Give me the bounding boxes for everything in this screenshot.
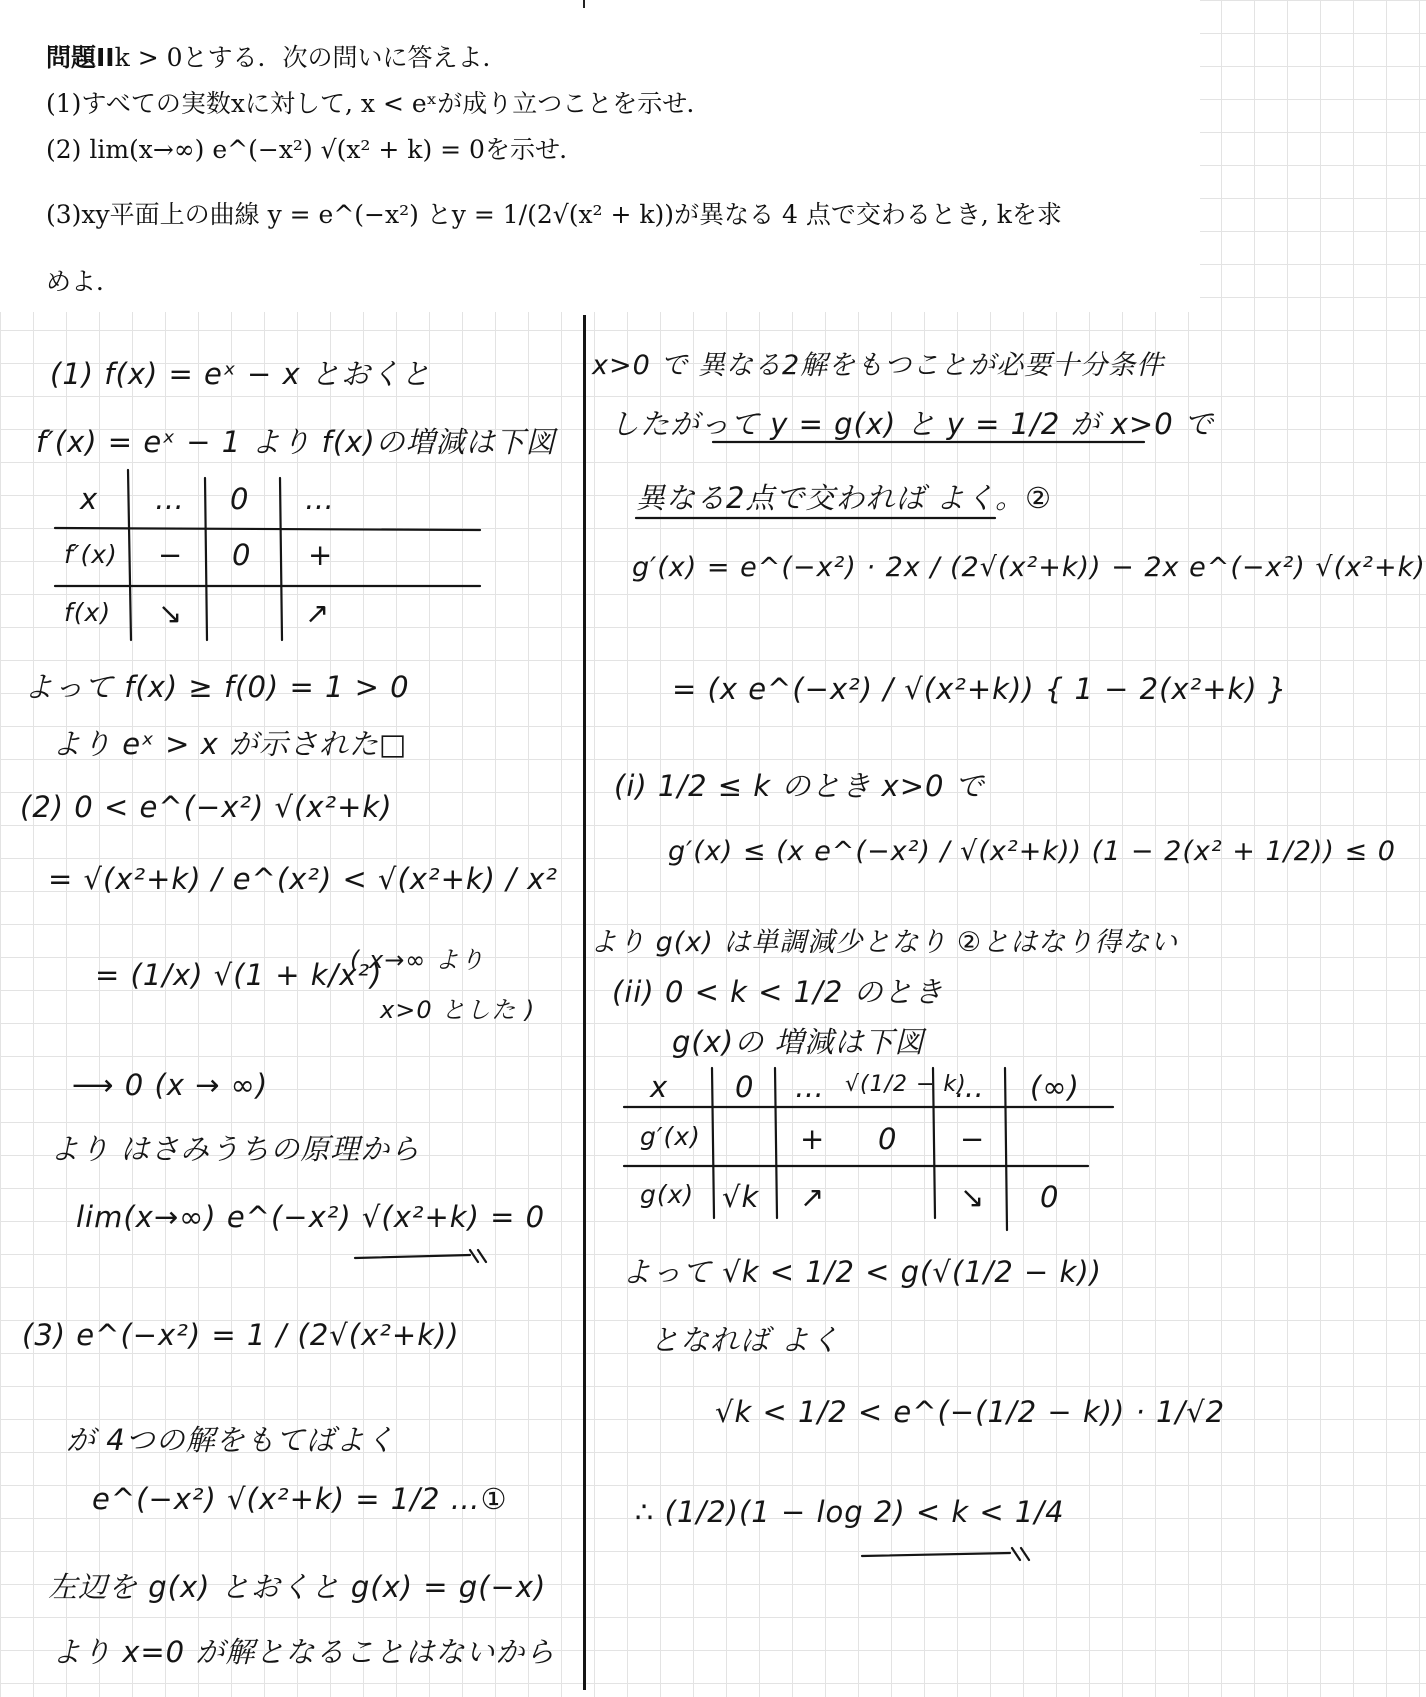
- step-3-define-g: 左辺を g(x) とおくと g(x) = g(−x): [48, 1570, 547, 1604]
- step-2-note-positive: x>0 とした ): [380, 996, 536, 1024]
- table2-header-x: x: [650, 1070, 669, 1104]
- step-3-two-points: 異なる2点で交われば よく。②: [636, 481, 1053, 515]
- problem-part-3-continued: めよ．: [46, 267, 122, 296]
- table1-header-zero: 0: [230, 482, 250, 516]
- table2-gprime-label: g′(x): [640, 1122, 701, 1151]
- step-3-equation-1: e^(−x²) √(x²+k) = 1/2 …①: [92, 1482, 508, 1516]
- step-3-g-derivative-factored: = (x e^(−x²) / √(x²+k)) { 1 − 2(x²+k) }: [672, 672, 1288, 706]
- step-3-intersection: したがって y = g(x) と y = 1/2 が x>0 で: [610, 407, 1214, 441]
- step-2-result: lim(x→∞) e^(−x²) √(x²+k) = 0: [76, 1200, 546, 1234]
- table2-g-at-zero: √k: [722, 1180, 760, 1214]
- step-1-conclusion: より eˣ > x が示された□: [52, 727, 408, 761]
- case-2-heading: (ii) 0 < k < 1/2 のとき: [612, 975, 944, 1009]
- table1-f-increasing-arrow: ↗: [305, 596, 331, 630]
- step-2-note-limit: ( x→∞ より: [350, 946, 485, 974]
- final-underline: [862, 1548, 1029, 1560]
- table1-header-dots-2: …: [305, 482, 335, 516]
- step-2-simplify: = (1/x) √(1 + k/x²): [95, 958, 383, 992]
- problem-condition: k > 0とする．次の問いに答えよ．: [114, 43, 508, 72]
- step-2-squeeze: より はさみうちの原理から: [50, 1132, 421, 1166]
- step-3-condition: x>0 で 異なる2解をもつことが必要十分条件: [592, 350, 1165, 381]
- table2-g-increasing-arrow: ↗: [800, 1180, 826, 1214]
- table2-g-limit-zero: 0: [1040, 1180, 1060, 1214]
- table1-f-label: f(x): [64, 598, 112, 627]
- top-tick-mark: [583, 0, 585, 8]
- answer2-underline: [355, 1250, 486, 1262]
- table2-vline-4: [1005, 1068, 1007, 1230]
- case-2-condition: よって √k < 1/2 < g(√(1/2 − k)): [622, 1255, 1102, 1289]
- problem-part-1: (1)すべての実数xに対して, x < eˣが成り立つことを示せ．: [46, 89, 712, 118]
- table2-gprime-minus: −: [960, 1122, 986, 1156]
- table2-header-dots-2: …: [955, 1070, 985, 1104]
- table2-header-zero: 0: [735, 1070, 755, 1104]
- table1-fprime-minus: −: [158, 538, 184, 572]
- step-1-inequality: よって f(x) ≥ f(0) = 1 > 0: [24, 670, 410, 704]
- step-3-four-solutions: が 4つの解をもてばよく: [66, 1423, 396, 1457]
- problem-line-1: [46, 38, 508, 74]
- table1-vline-3: [280, 478, 282, 640]
- table2-header-infinity: (∞): [1030, 1070, 1080, 1104]
- table1-header-x: x: [80, 482, 99, 516]
- table2-gprime-zero: 0: [878, 1122, 898, 1156]
- table1-header-dots-1: …: [155, 482, 185, 516]
- table1-vline-1: [128, 470, 131, 640]
- table2-header-critical: √(1/2 − k): [845, 1072, 967, 1097]
- step-2-tends-zero: ⟶ 0 (x → ∞): [72, 1068, 269, 1102]
- table2-g-label: g(x): [640, 1180, 695, 1209]
- problem-statement: [0, 0, 1200, 312]
- case-2-table-intro: g(x)の 増減は下図: [672, 1025, 925, 1059]
- step-1-define-f: (1) f(x) = eˣ − x とおくと: [50, 357, 431, 391]
- final-answer: ∴ (1/2)(1 − log 2) < k < 1/4: [635, 1495, 1065, 1529]
- step-3-x-not-zero: より x=0 が解となることはないから: [52, 1635, 556, 1669]
- problem-part-2: (2) lim(x→∞) e^(−x²) √(x² + k) = 0を示せ．: [46, 135, 585, 164]
- case-2-sufficient: となれば よく: [650, 1323, 841, 1357]
- table1-fprime-label: f′(x): [64, 540, 118, 569]
- table2-vline-1: [712, 1068, 714, 1218]
- table1-fprime-zero: 0: [232, 538, 252, 572]
- step-1-derivative: f′(x) = eˣ − 1 より f(x)の増減は下図: [36, 425, 556, 459]
- case-2-explicit-condition: √k < 1/2 < e^(−(1/2 − k)) · 1/√2: [715, 1395, 1226, 1429]
- step-3-g-derivative: g′(x) = e^(−x²) · 2x / (2√(x²+k)) − 2x e^(−x²) √(x²+k): [632, 552, 1426, 583]
- table2-g-decreasing-arrow: ↘: [960, 1180, 986, 1214]
- problem-label: 問題II: [46, 43, 115, 72]
- table2-vline-2: [775, 1068, 777, 1218]
- table1-vline-2: [205, 478, 207, 640]
- table1-fprime-plus: +: [308, 538, 334, 572]
- step-3-equation: (3) e^(−x²) = 1 / (2√(x²+k)): [22, 1318, 460, 1352]
- column-divider: [583, 315, 586, 1690]
- case-1-conclusion: より g(x) は単調減少となり ②とはなり得ない: [590, 927, 1179, 958]
- table1-f-decreasing-arrow: ↘: [158, 596, 184, 630]
- problem-part-3: (3)xy平面上の曲線 y = e^(−x²) とy = 1/(2√(x² + k))が異なる 4 点で交わるとき, kを求: [46, 200, 1062, 229]
- table2-gprime-plus: +: [800, 1122, 826, 1156]
- case-1-derivative-bound: g′(x) ≤ (x e^(−x²) / √(x²+k)) (1 − 2(x² + 1/2)) ≤ 0: [668, 836, 1396, 867]
- step-2-bound: = √(x²+k) / e^(x²) < √(x²+k) / x²: [48, 862, 558, 896]
- table1-hline-1: [55, 528, 480, 530]
- case-1-heading: (i) 1/2 ≤ k のとき x>0 で: [614, 769, 985, 803]
- step-2-start: (2) 0 < e^(−x²) √(x²+k): [20, 790, 393, 824]
- table2-header-dots-1: …: [795, 1070, 825, 1104]
